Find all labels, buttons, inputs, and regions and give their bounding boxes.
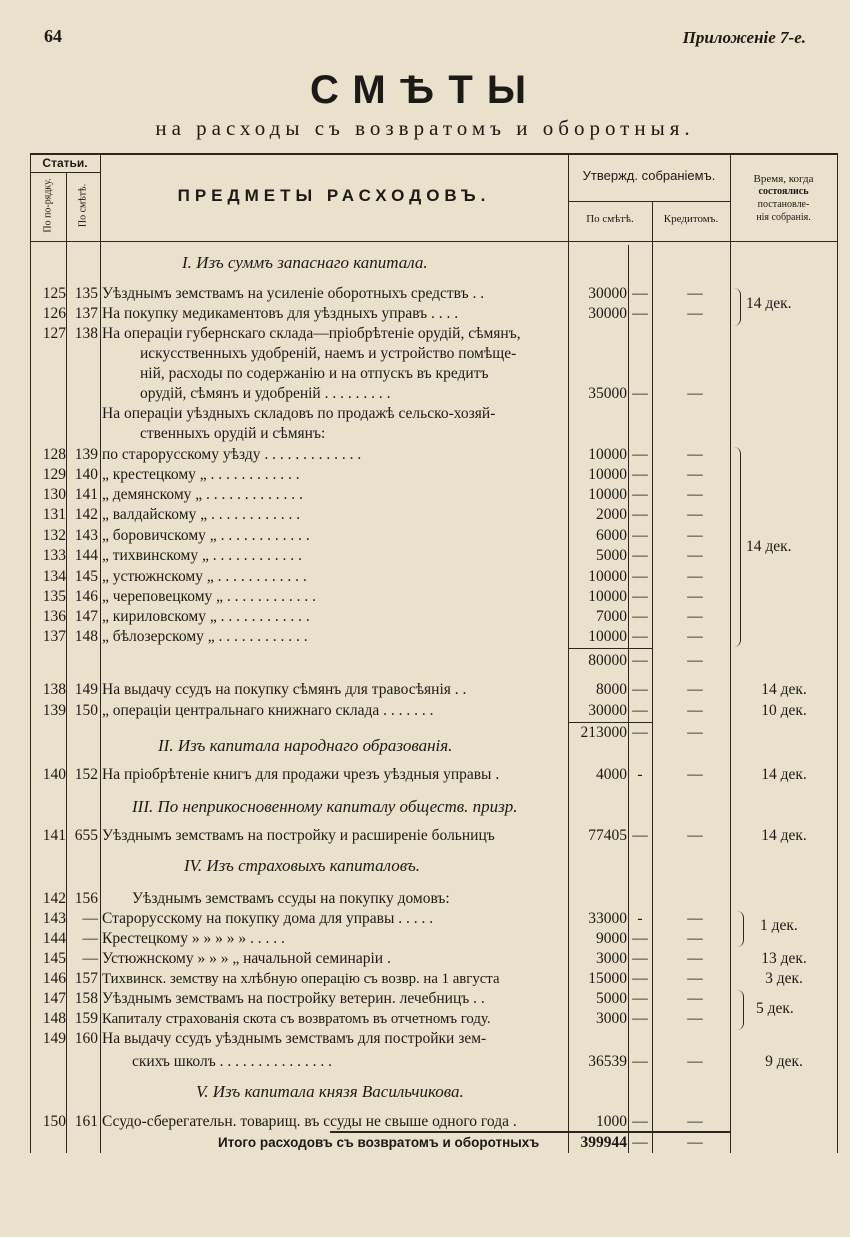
row-text: Устюжнскому » » » „ начальной семинаріи . (102, 950, 391, 967)
row-credit: — (687, 486, 703, 503)
row-amount: 2000 (596, 506, 627, 523)
estimate-number: 655 (74, 827, 98, 844)
estimate-number: 141 (74, 486, 98, 503)
estimate-number: 157 (74, 970, 98, 987)
section-heading: V. Изъ капитала князя Васильчикова. (196, 1082, 464, 1101)
row-date: 14 дек. (761, 827, 807, 844)
row-dash: — (632, 547, 648, 564)
row-number: 135 (42, 588, 66, 605)
row-dash: — (632, 385, 648, 402)
table-top-rule (30, 153, 838, 155)
page-subtitle: на расходы съ возвратомъ и оборотныя. (155, 116, 695, 140)
estimate-number: 152 (74, 766, 98, 783)
row-credit: — (687, 702, 703, 719)
row-dash: — (632, 305, 648, 322)
row-number: 136 (42, 608, 66, 625)
row-date: 10 дек. (761, 702, 807, 719)
row-number: 125 (42, 285, 66, 302)
row-number: 130 (42, 486, 66, 503)
row-text: скихъ школъ . . . . . . . . . . . . . . . (132, 1053, 332, 1070)
estimate-number: 150 (74, 702, 98, 719)
header-time-1: Время, когда (753, 173, 814, 185)
row-number: 148 (42, 1010, 66, 1027)
row-dash: — (632, 608, 648, 625)
row-text: „ устюжнскому „ . . . . . . . . . . . . (102, 568, 307, 585)
table-row (0, 765, 850, 785)
table-row (0, 465, 850, 485)
row-text: Уѣзднымъ земствамъ ссуды на покупку домовъ: (132, 890, 450, 907)
table-row (0, 1029, 850, 1049)
row-number: 128 (42, 446, 66, 463)
row-text: На пріобрѣтеніе книгъ для продажи чрезъ уѣздныя управы . (102, 766, 500, 783)
row-amount: 10000 (588, 466, 627, 483)
row-dash: — (632, 827, 648, 844)
row-text: Капиталу страхованія скота съ возвратомъ въ отчетномъ году. (102, 1011, 491, 1027)
row-number: 145 (42, 950, 66, 967)
row-text: „ боровичскому „ . . . . . . . . . . . . (102, 527, 310, 544)
row-amount: 10000 (588, 628, 627, 645)
row-dash: — (632, 652, 648, 669)
row-dash: — (632, 588, 648, 605)
row-dash: — (632, 527, 648, 544)
row-amount: 9000 (596, 930, 627, 947)
estimate-number: 159 (74, 1010, 98, 1027)
page-number: 64 (44, 26, 62, 46)
table-row (0, 546, 850, 566)
estimate-number: 143 (74, 527, 98, 544)
row-number: 149 (42, 1030, 66, 1047)
brace (737, 990, 744, 1030)
row-text: „ кириловскому „ . . . . . . . . . . . . (102, 608, 310, 625)
estimate-number: 135 (74, 285, 98, 302)
row-number: 142 (42, 890, 66, 907)
row-amount: 6000 (596, 527, 627, 544)
row-dash: — (632, 950, 648, 967)
row-text: по старорусскому уѣзду . . . . . . . . . . . . . (102, 446, 362, 463)
subtotal-amount: 80000 (588, 652, 627, 669)
row-text: „ череповецкому „ . . . . . . . . . . . . (102, 588, 317, 605)
table-row (0, 1112, 850, 1132)
table-row (0, 929, 850, 949)
row-text: На покупку медикаментовъ для уѣздныхъ управъ . . . . (102, 305, 459, 322)
estimate-number: 158 (74, 990, 98, 1007)
estimate-number: 138 (74, 325, 98, 342)
header-credit: Кредитомъ. (663, 213, 719, 225)
brace (734, 447, 741, 647)
header-time-3: постановле- (757, 199, 810, 210)
header-time-2: состоялись (758, 186, 809, 197)
row-text: „ крестецкому „ . . . . . . . . . . . . (102, 466, 300, 483)
row-number: 132 (42, 527, 66, 544)
row-credit: — (687, 990, 703, 1007)
table-row (0, 607, 850, 627)
appendix-label: Приложеніе 7-е. (682, 28, 806, 47)
row-amount: 3000 (596, 1010, 627, 1027)
brace (737, 911, 744, 947)
row-text: „ бѣлозерскому „ . . . . . . . . . . . . (102, 628, 308, 645)
row-dash: — (632, 506, 648, 523)
header-approved: Утвержд. собраніемъ. (582, 168, 716, 183)
row-amount: 10000 (588, 486, 627, 503)
subtotal-row (0, 651, 850, 671)
total-row (0, 1133, 850, 1153)
row-credit: — (687, 766, 703, 783)
row-credit: — (687, 446, 703, 463)
table-row (0, 404, 850, 424)
estimate-number: 161 (74, 1113, 98, 1130)
row-text: искусственныхъ удобреній, наемъ и устройство помѣще- (140, 345, 517, 362)
estimate-number: 144 (74, 547, 98, 564)
estimate-number: 139 (74, 446, 98, 463)
row-credit: — (687, 1053, 703, 1070)
row-amount: 30000 (588, 285, 627, 302)
table-row (0, 627, 850, 647)
table-row (0, 701, 850, 721)
row-amount: 77405 (588, 827, 627, 844)
brace (734, 288, 741, 326)
header-articles: Статьи. (42, 156, 88, 170)
row-text: Уѣзднымъ земствамъ на усиленіе оборотныхъ средствъ . . (102, 285, 485, 302)
row-text: На операціи губернскаго склада—пріобрѣтеніе орудій, сѣмянъ, (102, 325, 521, 342)
table-row (0, 969, 850, 989)
page-title: СМѢТЫ (309, 68, 541, 112)
table-row (0, 949, 850, 969)
row-credit: — (687, 1113, 703, 1130)
header-by-estimate: По смѣтѣ. (77, 183, 89, 228)
estimate-number: 146 (74, 588, 98, 605)
row-number: 131 (42, 506, 66, 523)
table-row (0, 505, 850, 525)
row-amount: 7000 (596, 608, 627, 625)
brace-date: 5 дек. (756, 1000, 794, 1017)
row-credit: — (687, 506, 703, 523)
row-dash: — (632, 568, 648, 585)
table-row (0, 284, 850, 304)
row-amount: 4000 (596, 766, 627, 783)
row-amount: 1000 (596, 1113, 627, 1130)
row-amount: 10000 (588, 446, 627, 463)
brace-date: 14 дек. (746, 538, 792, 555)
row-number: 150 (42, 1113, 66, 1130)
row-date: 14 дек. (761, 681, 807, 698)
row-text: Старорусскому на покупку дома для управы . . . . . (102, 910, 434, 927)
row-credit: — (687, 1134, 703, 1151)
row-dash: — (632, 1010, 648, 1027)
row-text: „ демянскому „ . . . . . . . . . . . . . (102, 486, 303, 503)
row-dash: — (632, 990, 648, 1007)
row-text: ній, расходы по содержанію и на отпускъ въ кредитъ (140, 365, 489, 382)
table-row-continued (0, 384, 850, 404)
row-credit: — (687, 588, 703, 605)
row-text: „ валдайскому „ . . . . . . . . . . . . (102, 506, 301, 523)
estimate-number: — (82, 910, 98, 927)
row-credit: — (687, 385, 703, 402)
estimate-number: 140 (74, 466, 98, 483)
row-text: орудій, сѣмянъ и удобреній . . . . . . . . . (140, 385, 391, 402)
row-credit: — (687, 608, 703, 625)
brace-date: 14 дек. (746, 295, 792, 312)
row-date: 3 дек. (765, 970, 803, 987)
row-credit: — (687, 970, 703, 987)
row-text: Крестецкому » » » » » . . . . . (102, 930, 285, 947)
row-credit: — (687, 724, 703, 741)
table-row (0, 587, 850, 607)
estimate-number: — (82, 950, 98, 967)
row-dash: — (632, 628, 648, 645)
row-amount: 15000 (588, 970, 627, 987)
subtotal-amount: 213000 (580, 724, 627, 741)
row-text: Уѣзднымъ земствамъ на постройку и расширеніе больницъ (102, 827, 495, 844)
table-row (0, 1009, 850, 1029)
table-row (0, 826, 850, 846)
row-amount: 5000 (596, 990, 627, 1007)
row-number: 134 (42, 568, 66, 585)
table-row (0, 304, 850, 324)
row-dash: — (632, 285, 648, 302)
table-row (0, 485, 850, 505)
section-heading: II. Изъ капитала народнаго образованія. (158, 736, 453, 755)
row-dash: — (632, 930, 648, 947)
row-text: На операціи уѣздныхъ складовъ по продажѣ сельско-хозяй- (102, 405, 496, 422)
row-amount: 8000 (596, 681, 627, 698)
row-credit: — (687, 568, 703, 585)
row-date: 14 дек. (761, 766, 807, 783)
row-credit: — (687, 628, 703, 645)
row-number: 141 (42, 827, 66, 844)
estimate-number: — (82, 930, 98, 947)
header-by-order: По по-рядку. (42, 178, 54, 233)
row-text: „ операціи центральнаго книжнаго склада . . . . . . . (102, 702, 434, 719)
estimate-number: 147 (74, 608, 98, 625)
row-text: Ссудо-сберегательн. товарищ. въ ссуды не свыше одного года . (102, 1113, 517, 1130)
row-number: 147 (42, 990, 66, 1007)
row-dash: - (637, 910, 643, 927)
row-number: 129 (42, 466, 66, 483)
row-amount: 5000 (596, 547, 627, 564)
row-amount: 35000 (588, 385, 627, 402)
brace-date: 1 дек. (760, 917, 798, 934)
row-amount: 30000 (588, 305, 627, 322)
row-dash: — (632, 724, 648, 741)
row-dash: — (632, 1113, 648, 1130)
row-credit: — (687, 527, 703, 544)
estimate-number: 160 (74, 1030, 98, 1047)
row-credit: — (687, 285, 703, 302)
row-dash: — (632, 970, 648, 987)
row-credit: — (687, 652, 703, 669)
row-number: 146 (42, 970, 66, 987)
estimate-number: 148 (74, 628, 98, 645)
row-number: 138 (42, 681, 66, 698)
row-number: 133 (42, 547, 66, 564)
section-heading: III. По неприкосновенному капиталу обществ. призр. (132, 797, 518, 816)
row-text: На выдачу ссудъ уѣзднымъ земствамъ для постройки зем- (102, 1030, 487, 1047)
row-credit: — (687, 827, 703, 844)
row-credit: — (687, 930, 703, 947)
approved-rule (568, 201, 730, 202)
row-credit: — (687, 305, 703, 322)
row-dash: — (632, 702, 648, 719)
subtotal-row (0, 723, 850, 743)
row-text: На выдачу ссудъ на покупку сѣмянъ для травосѣянія . . (102, 681, 467, 698)
table-row (0, 909, 850, 929)
table-row-continued (0, 344, 850, 364)
row-number: 140 (42, 766, 66, 783)
estimate-number: 137 (74, 305, 98, 322)
row-credit: — (687, 547, 703, 564)
row-amount: 30000 (588, 702, 627, 719)
row-credit: — (687, 466, 703, 483)
total-label: Итого расходовъ съ возвратомъ и оборотныхъ (218, 1135, 540, 1150)
row-amount: 36539 (588, 1053, 627, 1070)
row-amount: 10000 (588, 568, 627, 585)
table-row (0, 324, 850, 344)
row-number: 143 (42, 910, 66, 927)
row-amount: 33000 (588, 910, 627, 927)
row-text: Уѣзднымъ земствамъ на постройку ветерин. лечебницъ . . (102, 990, 485, 1007)
row-number: 139 (42, 702, 66, 719)
row-amount: 3000 (596, 950, 627, 967)
table-row (0, 680, 850, 700)
row-text: ственныхъ орудій и сѣмянъ: (140, 425, 326, 442)
estimate-number: 156 (74, 890, 98, 907)
table-row (0, 567, 850, 587)
table-row-continued (0, 424, 850, 444)
header-time-4: нія собранія. (756, 212, 811, 223)
row-number: 144 (42, 930, 66, 947)
subtotal-rule (568, 648, 652, 649)
row-credit: — (687, 910, 703, 927)
row-credit: — (687, 950, 703, 967)
row-text: Тихвинск. земству на хлѣбную операцію съ возвр. на 1 августа (102, 971, 500, 987)
table-row (0, 989, 850, 1009)
estimate-number: 149 (74, 681, 98, 698)
header-bottom-rule (30, 241, 838, 242)
row-credit: — (687, 1010, 703, 1027)
total-amount: 399944 (580, 1134, 627, 1151)
estimate-number: 145 (74, 568, 98, 585)
row-number: 127 (42, 325, 66, 342)
table-row-continued (0, 1052, 850, 1072)
row-dash: — (632, 486, 648, 503)
row-number: 137 (42, 628, 66, 645)
row-dash: — (632, 446, 648, 463)
table-row (0, 889, 850, 909)
row-amount: 10000 (588, 588, 627, 605)
row-dash: — (632, 466, 648, 483)
row-dash: — (632, 1053, 648, 1070)
header-subjects: ПРЕДМЕТЫ РАСХОДОВЪ. (177, 186, 491, 205)
table-row (0, 445, 850, 465)
row-date: 9 дек. (765, 1053, 803, 1070)
row-number: 126 (42, 305, 66, 322)
articles-rule (30, 172, 100, 173)
table-row (0, 526, 850, 546)
section-heading: IV. Изъ страховыхъ капиталовъ. (184, 856, 421, 875)
row-dash: — (632, 681, 648, 698)
row-text: „ тихвинскому „ . . . . . . . . . . . . (102, 547, 302, 564)
row-date: 13 дек. (761, 950, 807, 967)
estimate-number: 142 (74, 506, 98, 523)
section-heading: I. Изъ суммъ запаснаго капитала. (182, 253, 428, 272)
header-by-est: По смѣтѣ. (586, 213, 634, 225)
row-dash: — (632, 1134, 648, 1151)
row-dash: - (637, 766, 643, 783)
table-row-continued (0, 364, 850, 384)
row-credit: — (687, 681, 703, 698)
